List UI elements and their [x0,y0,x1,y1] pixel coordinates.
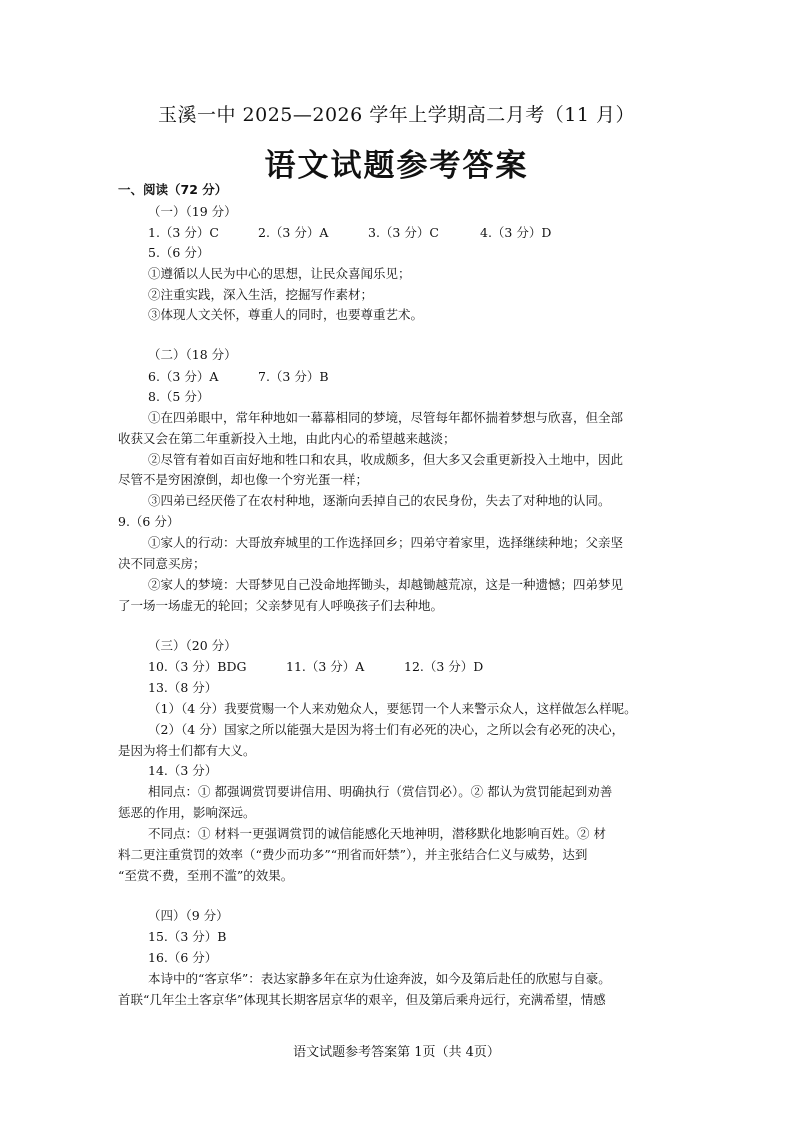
part-heading-1: （一）（19 分） [148,204,237,219]
answer-1: 1.（3 分）C [148,225,219,240]
part-heading-2: （二）（18 分） [148,347,237,362]
question-14-label: 14.（3 分） [148,763,218,778]
answer-12: 12.（3 分）D [404,659,484,674]
answer-10: 10.（3 分）BDG [148,659,247,674]
answer-14-line-4: 料二更注重赏罚的效率（“费少而功多”“刑省而奸禁”），并主张结合仁义与威势，达到 [118,847,588,862]
answer-9-line-3: ②家人的梦境：大哥梦见自己没命地挥锄头，却越锄越荒凉，这是一种遗憾；四弟梦见 [148,577,624,592]
answer-8-line-4: 尽管不是穷困潦倒，却也像一个穷光蛋一样； [118,472,369,487]
answer-5-line-2: ②注重实践，深入生活，挖掘写作素材； [148,287,374,302]
page-subtitle: 语文试题参考答案 [264,148,529,184]
question-8-label: 8.（5 分） [148,389,210,404]
answer-13-line-1: （1）（4 分）我要赏赐一个人来劝勉众人，要惩罚一个人来警示众人，这样做怎么样呢。 [148,701,637,716]
answer-14-line-3: 不同点：① 材料一更强调赏罚的诚信能感化天地神明，潜移默化地影响百姓。② 材 [148,826,606,841]
page-footer: 语文试题参考答案第 1页（共 4页） [293,1045,500,1060]
answer-8-line-5: ③四弟已经厌倦了在农村种地，逐渐向丢掉自己的农民身份，失去了对种地的认同。 [148,493,611,508]
question-13-label: 13.（8 分） [148,680,218,695]
answer-9-line-2: 决不同意买房； [118,556,206,571]
answer-8-line-3: ②尽管有着如百亩好地和牲口和农具，收成颇多，但大多又会重更新投入土地中，因此 [148,452,624,467]
part-heading-4: （四）（9 分） [148,908,229,923]
answer-14-line-2: 惩恶的作用，影响深远。 [118,805,256,820]
answer-7: 7.（3 分）B [258,369,329,384]
answer-15: 15.（3 分）B [148,929,227,944]
answer-9-line-1: ①家人的行动：大哥放弃城里的工作选择回乡；四弟守着家里，选择继续种地；父亲坚 [148,535,624,550]
answer-5-line-1: ①遵循以人民为中心的思想，让民众喜闻乐见； [148,266,411,281]
section-heading-reading: 一、阅读（72 分） [118,182,228,197]
answer-11: 11.（3 分）A [286,659,365,674]
page-title: 玉溪一中 2025—2026 学年上学期高二月考（11 月） [157,104,635,126]
answer-6: 6.（3 分）A [148,369,219,384]
answer-3: 3.（3 分）C [368,225,439,240]
answer-14-line-5: “至赏不费，至刑不滥”的效果。 [118,868,294,883]
answer-8-line-1: ①在四弟眼中，常年种地如一幕幕相同的梦境，尽管每年都怀揣着梦想与欣喜，但全部 [148,410,624,425]
answer-13-line-3: 是因为将士们都有大义。 [118,743,256,758]
answer-13-line-2: （2）（4 分）国家之所以能强大是因为将士们有必死的决心，之所以会有必死的决心， [148,722,625,737]
answer-16-line-1: 本诗中的“客京华”：表达家静多年在京为仕途奔波，如今及第后赴任的欣慰与自豪。 [148,971,611,986]
answer-14-line-1: 相同点：① 都强调赏罚要讲信用、明确执行（赏信罚必）。② 都认为赏罚能起到劝善 [148,784,613,799]
question-16-label: 16.（6 分） [148,950,218,965]
answer-8-line-2: 收获又会在第二年重新投入土地，由此内心的希望越来越淡； [118,431,456,446]
question-9-label: 9.（6 分） [118,514,180,529]
answer-16-line-2: 首联“几年尘土客京华”体现其长期客居京华的艰辛，但及第后乘舟远行，充满希望，情感 [118,992,606,1007]
part-heading-3: （三）（20 分） [148,638,237,653]
answer-5-line-3: ③体现人文关怀，尊重人的同时，也要尊重艺术。 [148,307,424,322]
answer-2: 2.（3 分）A [258,225,329,240]
answer-9-line-4: 了一场一场虚无的轮回；父亲梦见有人呼唤孩子们去种地。 [118,598,444,613]
answer-4: 4.（3 分）D [480,225,552,240]
question-5-label: 5.（6 分） [148,245,210,260]
